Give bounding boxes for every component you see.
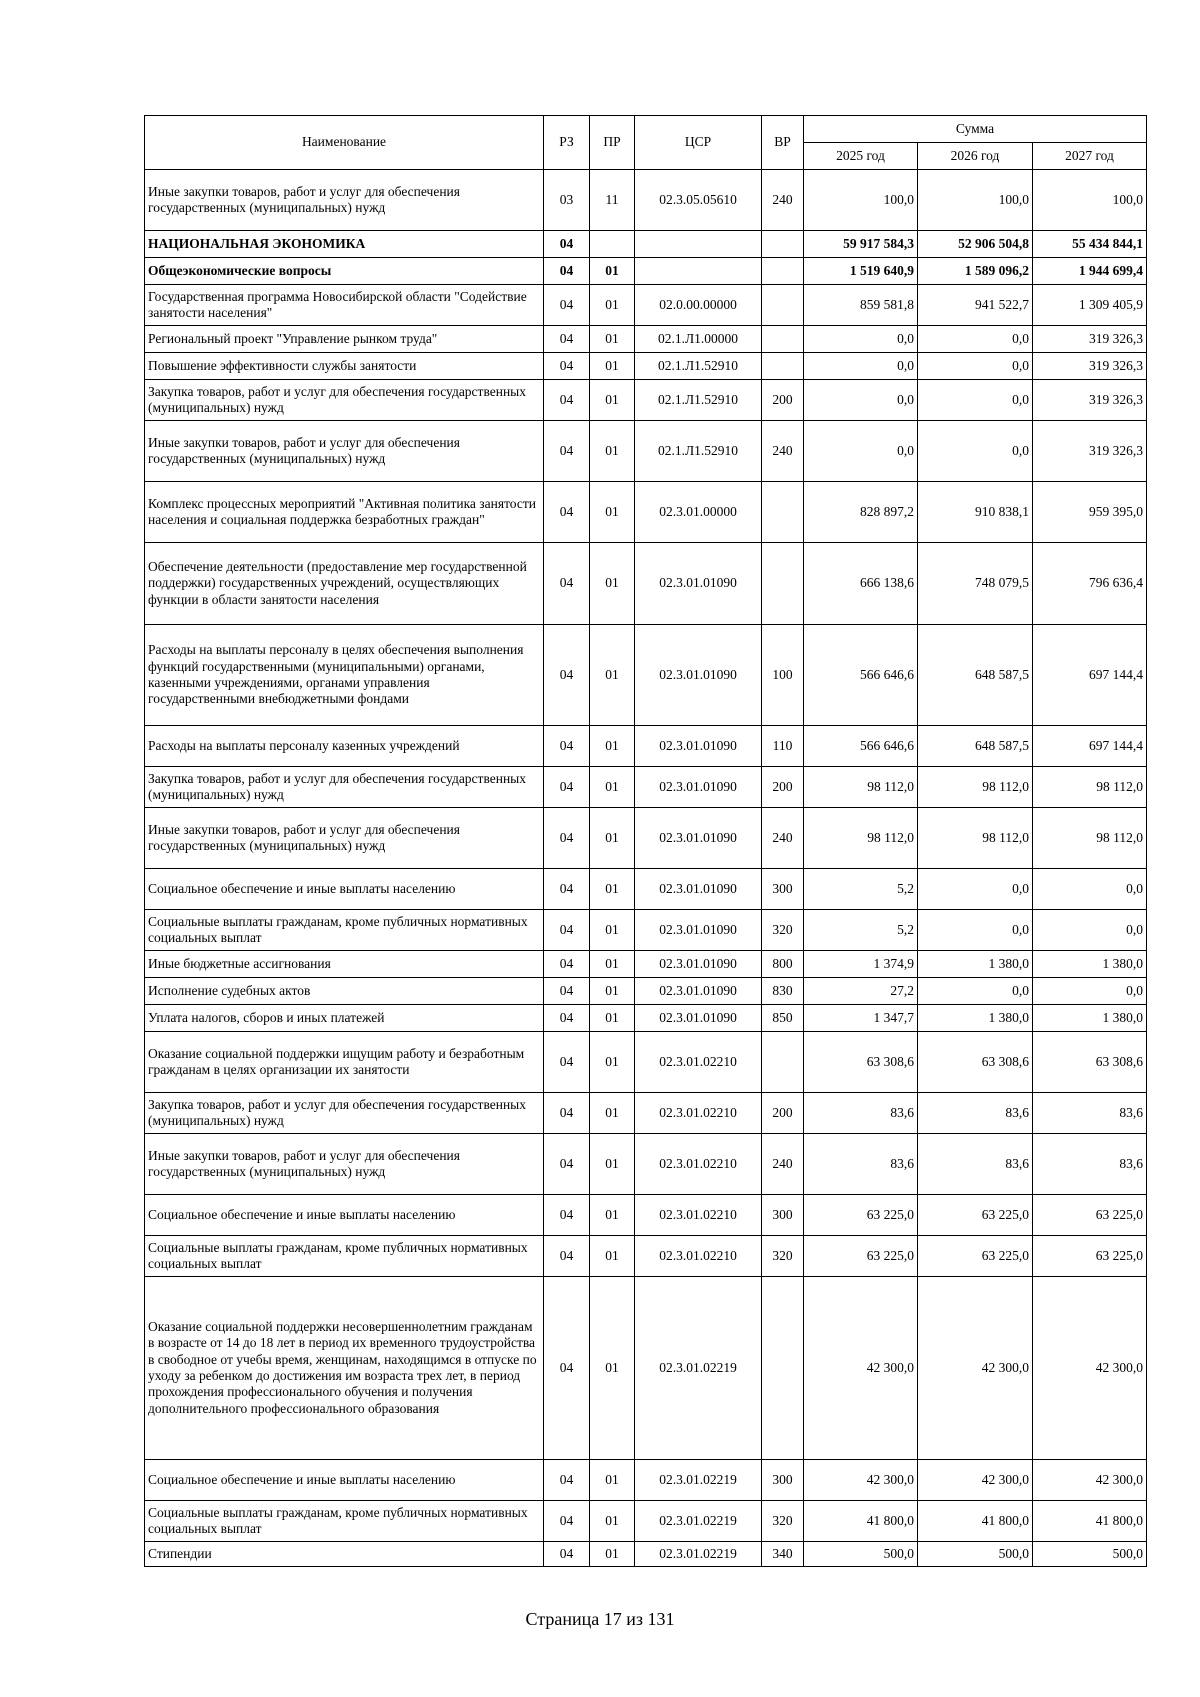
cell-csr: 02.3.01.02219 xyxy=(635,1542,762,1567)
cell-name: Повышение эффективности службы занятости xyxy=(145,353,544,380)
cell-2026: 1 589 096,2 xyxy=(918,258,1033,285)
table-row xyxy=(145,726,1147,767)
table-row xyxy=(145,326,1147,353)
table-row xyxy=(145,1093,1147,1134)
cell-vr xyxy=(762,1032,804,1093)
cell-rz: 04 xyxy=(544,1134,590,1195)
cell-rz: 04 xyxy=(544,421,590,482)
cell-2027: 42 300,0 xyxy=(1033,1277,1147,1460)
cell-2026: 98 112,0 xyxy=(918,808,1033,869)
cell-pr: 01 xyxy=(590,808,635,869)
cell-vr: 800 xyxy=(762,951,804,978)
table-row xyxy=(145,1236,1147,1277)
cell-pr: 01 xyxy=(590,1542,635,1567)
cell-2027: 500,0 xyxy=(1033,1542,1147,1567)
header-year-2026: 2026 год xyxy=(918,143,1033,170)
cell-vr: 200 xyxy=(762,1093,804,1134)
cell-rz: 04 xyxy=(544,910,590,951)
cell-pr: 01 xyxy=(590,482,635,543)
cell-name: Уплата налогов, сборов и иных платежей xyxy=(145,1005,544,1032)
cell-2025: 98 112,0 xyxy=(804,767,918,808)
cell-2027: 1 944 699,4 xyxy=(1033,258,1147,285)
cell-2026: 500,0 xyxy=(918,1542,1033,1567)
cell-name: Стипендии xyxy=(145,1542,544,1567)
cell-vr: 300 xyxy=(762,1460,804,1501)
cell-2025: 63 308,6 xyxy=(804,1032,918,1093)
cell-csr: 02.3.05.05610 xyxy=(635,170,762,231)
cell-2025: 42 300,0 xyxy=(804,1460,918,1501)
table-row xyxy=(145,1460,1147,1501)
table-row xyxy=(145,285,1147,326)
cell-2025: 0,0 xyxy=(804,326,918,353)
cell-2026: 0,0 xyxy=(918,978,1033,1005)
cell-2026: 52 906 504,8 xyxy=(918,231,1033,258)
cell-pr: 01 xyxy=(590,1195,635,1236)
cell-pr: 01 xyxy=(590,1501,635,1542)
cell-pr: 01 xyxy=(590,1277,635,1460)
table-row xyxy=(145,910,1147,951)
cell-pr: 01 xyxy=(590,869,635,910)
cell-2025: 1 347,7 xyxy=(804,1005,918,1032)
cell-vr: 200 xyxy=(762,380,804,421)
cell-csr: 02.1.Л1.00000 xyxy=(635,326,762,353)
cell-name: Расходы на выплаты персоналу казенных учреждений xyxy=(145,726,544,767)
cell-csr: 02.3.01.02210 xyxy=(635,1093,762,1134)
table-row xyxy=(145,869,1147,910)
cell-vr xyxy=(762,258,804,285)
cell-csr: 02.0.00.00000 xyxy=(635,285,762,326)
cell-vr xyxy=(762,543,804,625)
table-row xyxy=(145,1277,1147,1460)
cell-name: Закупка товаров, работ и услуг для обеспечения государственных (муниципальных) нужд xyxy=(145,767,544,808)
cell-2025: 0,0 xyxy=(804,353,918,380)
header-name: Наименование xyxy=(145,116,544,170)
cell-2026: 1 380,0 xyxy=(918,951,1033,978)
cell-name: Закупка товаров, работ и услуг для обеспечения государственных (муниципальных) нужд xyxy=(145,380,544,421)
cell-2026: 0,0 xyxy=(918,326,1033,353)
cell-csr: 02.3.01.01090 xyxy=(635,978,762,1005)
cell-vr: 300 xyxy=(762,1195,804,1236)
cell-vr: 850 xyxy=(762,1005,804,1032)
cell-vr xyxy=(762,1277,804,1460)
cell-2027: 796 636,4 xyxy=(1033,543,1147,625)
cell-2025: 5,2 xyxy=(804,910,918,951)
cell-2026: 0,0 xyxy=(918,869,1033,910)
cell-2027: 63 225,0 xyxy=(1033,1195,1147,1236)
cell-csr: 02.3.01.01090 xyxy=(635,910,762,951)
cell-csr: 02.3.01.01090 xyxy=(635,726,762,767)
cell-2027: 0,0 xyxy=(1033,869,1147,910)
cell-pr: 01 xyxy=(590,767,635,808)
cell-2026: 0,0 xyxy=(918,910,1033,951)
cell-name: Исполнение судебных актов xyxy=(145,978,544,1005)
cell-pr: 01 xyxy=(590,1134,635,1195)
cell-2027: 697 144,4 xyxy=(1033,726,1147,767)
table-row xyxy=(145,978,1147,1005)
cell-2027: 697 144,4 xyxy=(1033,625,1147,726)
cell-2025: 1 374,9 xyxy=(804,951,918,978)
cell-csr: 02.3.01.01090 xyxy=(635,625,762,726)
cell-2026: 0,0 xyxy=(918,421,1033,482)
cell-pr: 01 xyxy=(590,1093,635,1134)
header-year-2027: 2027 год xyxy=(1033,143,1147,170)
cell-pr xyxy=(590,231,635,258)
cell-csr: 02.3.01.01090 xyxy=(635,767,762,808)
cell-2027: 1 380,0 xyxy=(1033,1005,1147,1032)
cell-2026: 98 112,0 xyxy=(918,767,1033,808)
cell-pr: 11 xyxy=(590,170,635,231)
table-row xyxy=(145,1195,1147,1236)
cell-2027: 55 434 844,1 xyxy=(1033,231,1147,258)
cell-vr xyxy=(762,285,804,326)
header-rz: РЗ xyxy=(544,116,590,170)
cell-pr: 01 xyxy=(590,380,635,421)
cell-name: Общеэкономические вопросы xyxy=(145,258,544,285)
table-body xyxy=(145,170,1147,1567)
cell-2027: 1 309 405,9 xyxy=(1033,285,1147,326)
cell-csr: 02.1.Л1.52910 xyxy=(635,421,762,482)
cell-2027: 319 326,3 xyxy=(1033,421,1147,482)
cell-2027: 100,0 xyxy=(1033,170,1147,231)
cell-name: Иные закупки товаров, работ и услуг для обеспечения государственных (муниципальных) нужд xyxy=(145,1134,544,1195)
table-row xyxy=(145,1032,1147,1093)
cell-name: Государственная программа Новосибирской области "Содействие занятости населения" xyxy=(145,285,544,326)
cell-pr: 01 xyxy=(590,543,635,625)
cell-2026: 63 225,0 xyxy=(918,1195,1033,1236)
cell-2026: 41 800,0 xyxy=(918,1501,1033,1542)
cell-2025: 1 519 640,9 xyxy=(804,258,918,285)
table-row xyxy=(145,170,1147,231)
cell-rz: 04 xyxy=(544,1236,590,1277)
budget-table xyxy=(144,115,1147,1567)
cell-rz: 03 xyxy=(544,170,590,231)
cell-pr: 01 xyxy=(590,258,635,285)
cell-2027: 83,6 xyxy=(1033,1134,1147,1195)
cell-2025: 0,0 xyxy=(804,421,918,482)
cell-rz: 04 xyxy=(544,326,590,353)
cell-csr: 02.3.01.02219 xyxy=(635,1501,762,1542)
table-row xyxy=(145,380,1147,421)
cell-csr: 02.1.Л1.52910 xyxy=(635,353,762,380)
cell-vr: 340 xyxy=(762,1542,804,1567)
cell-rz: 04 xyxy=(544,869,590,910)
cell-name: Социальные выплаты гражданам, кроме публичных нормативных социальных выплат xyxy=(145,910,544,951)
cell-2026: 1 380,0 xyxy=(918,1005,1033,1032)
cell-pr: 01 xyxy=(590,978,635,1005)
cell-name: Социальное обеспечение и иные выплаты населению xyxy=(145,1195,544,1236)
table-row xyxy=(145,543,1147,625)
cell-vr xyxy=(762,353,804,380)
table-row xyxy=(145,767,1147,808)
cell-rz: 04 xyxy=(544,1542,590,1567)
cell-pr: 01 xyxy=(590,951,635,978)
cell-name: Социальные выплаты гражданам, кроме публичных нормативных социальных выплат xyxy=(145,1236,544,1277)
table-row xyxy=(145,353,1147,380)
cell-csr: 02.3.01.01090 xyxy=(635,1005,762,1032)
cell-csr: 02.3.01.02210 xyxy=(635,1032,762,1093)
cell-2026: 83,6 xyxy=(918,1093,1033,1134)
cell-name: Иные закупки товаров, работ и услуг для обеспечения государственных (муниципальных) нужд xyxy=(145,421,544,482)
cell-2027: 98 112,0 xyxy=(1033,767,1147,808)
cell-csr: 02.3.01.02219 xyxy=(635,1460,762,1501)
cell-2025: 5,2 xyxy=(804,869,918,910)
cell-name: Оказание социальной поддержки несовершеннолетним гражданам в возрасте от 14 до 18 лет в период их временного трудоустройства в свободное от учебы время, женщинам, находящимся в отпуске по уходу за ребенком до достижения им возраста трех лет, в период прохождения профессионального обучения и получения дополнительного профессионального образования xyxy=(145,1277,544,1460)
cell-vr: 240 xyxy=(762,421,804,482)
cell-csr xyxy=(635,258,762,285)
cell-vr: 300 xyxy=(762,869,804,910)
cell-2025: 42 300,0 xyxy=(804,1277,918,1460)
cell-2026: 648 587,5 xyxy=(918,726,1033,767)
cell-2027: 1 380,0 xyxy=(1033,951,1147,978)
cell-rz: 04 xyxy=(544,1195,590,1236)
cell-rz: 04 xyxy=(544,482,590,543)
cell-name: Оказание социальной поддержки ищущим работу и безработным гражданам в целях организации их занятости xyxy=(145,1032,544,1093)
cell-2025: 500,0 xyxy=(804,1542,918,1567)
cell-2026: 648 587,5 xyxy=(918,625,1033,726)
cell-2025: 63 225,0 xyxy=(804,1236,918,1277)
cell-vr: 100 xyxy=(762,625,804,726)
cell-2027: 0,0 xyxy=(1033,978,1147,1005)
cell-2026: 941 522,7 xyxy=(918,285,1033,326)
page-number: Страница 17 из 131 xyxy=(525,1609,675,1629)
cell-2025: 566 646,6 xyxy=(804,726,918,767)
cell-csr: 02.1.Л1.52910 xyxy=(635,380,762,421)
cell-2026: 0,0 xyxy=(918,380,1033,421)
cell-2026: 42 300,0 xyxy=(918,1277,1033,1460)
cell-rz: 04 xyxy=(544,1277,590,1460)
cell-2026: 83,6 xyxy=(918,1134,1033,1195)
cell-2026: 748 079,5 xyxy=(918,543,1033,625)
cell-pr: 01 xyxy=(590,726,635,767)
cell-2027: 63 308,6 xyxy=(1033,1032,1147,1093)
cell-rz: 04 xyxy=(544,808,590,869)
cell-name: Закупка товаров, работ и услуг для обеспечения государственных (муниципальных) нужд xyxy=(145,1093,544,1134)
cell-2027: 0,0 xyxy=(1033,910,1147,951)
cell-rz: 04 xyxy=(544,1501,590,1542)
cell-pr: 01 xyxy=(590,1005,635,1032)
cell-name: Расходы на выплаты персоналу в целях обеспечения выполнения функций государственными (муниципальными) органами, казенными учреждениями, органами управления государственными внебюджетными фондами xyxy=(145,625,544,726)
cell-csr: 02.3.01.02210 xyxy=(635,1134,762,1195)
cell-vr xyxy=(762,482,804,543)
cell-2025: 83,6 xyxy=(804,1134,918,1195)
table-row xyxy=(145,808,1147,869)
header-vr: ВР xyxy=(762,116,804,170)
cell-2027: 41 800,0 xyxy=(1033,1501,1147,1542)
cell-2025: 59 917 584,3 xyxy=(804,231,918,258)
cell-pr: 01 xyxy=(590,285,635,326)
cell-vr: 830 xyxy=(762,978,804,1005)
cell-2026: 63 308,6 xyxy=(918,1032,1033,1093)
cell-csr: 02.3.01.02210 xyxy=(635,1236,762,1277)
cell-2025: 83,6 xyxy=(804,1093,918,1134)
table-row xyxy=(145,1005,1147,1032)
table-row xyxy=(145,258,1147,285)
header-year-2025: 2025 год xyxy=(804,143,918,170)
cell-vr xyxy=(762,326,804,353)
cell-2025: 98 112,0 xyxy=(804,808,918,869)
cell-pr: 01 xyxy=(590,353,635,380)
cell-pr: 01 xyxy=(590,1460,635,1501)
table-row xyxy=(145,482,1147,543)
cell-rz: 04 xyxy=(544,1093,590,1134)
cell-pr: 01 xyxy=(590,326,635,353)
table-row xyxy=(145,625,1147,726)
cell-2025: 0,0 xyxy=(804,380,918,421)
cell-pr: 01 xyxy=(590,625,635,726)
cell-rz: 04 xyxy=(544,1032,590,1093)
table-row xyxy=(145,1134,1147,1195)
cell-2026: 63 225,0 xyxy=(918,1236,1033,1277)
cell-2026: 100,0 xyxy=(918,170,1033,231)
cell-2025: 828 897,2 xyxy=(804,482,918,543)
cell-rz: 04 xyxy=(544,978,590,1005)
cell-rz: 04 xyxy=(544,353,590,380)
cell-vr xyxy=(762,231,804,258)
table-row xyxy=(145,421,1147,482)
cell-2025: 41 800,0 xyxy=(804,1501,918,1542)
table-row xyxy=(145,1542,1147,1567)
cell-name: Социальное обеспечение и иные выплаты населению xyxy=(145,869,544,910)
cell-rz: 04 xyxy=(544,767,590,808)
cell-pr: 01 xyxy=(590,1236,635,1277)
table-header xyxy=(145,116,1147,170)
cell-rz: 04 xyxy=(544,231,590,258)
table-row xyxy=(145,1501,1147,1542)
cell-2025: 566 646,6 xyxy=(804,625,918,726)
cell-vr: 320 xyxy=(762,1501,804,1542)
table-row xyxy=(145,951,1147,978)
cell-csr: 02.3.01.01090 xyxy=(635,951,762,978)
cell-rz: 04 xyxy=(544,951,590,978)
table-row xyxy=(145,231,1147,258)
cell-name: Социальные выплаты гражданам, кроме публичных нормативных социальных выплат xyxy=(145,1501,544,1542)
cell-vr: 240 xyxy=(762,808,804,869)
cell-2027: 42 300,0 xyxy=(1033,1460,1147,1501)
cell-pr: 01 xyxy=(590,1032,635,1093)
header-sum: Сумма xyxy=(804,116,1147,143)
cell-pr: 01 xyxy=(590,421,635,482)
cell-name: Обеспечение деятельности (предоставление мер государственной поддержки) государственных учреждений, осуществляющих функции в области занятости населения xyxy=(145,543,544,625)
cell-rz: 04 xyxy=(544,258,590,285)
cell-2025: 63 225,0 xyxy=(804,1195,918,1236)
cell-2026: 42 300,0 xyxy=(918,1460,1033,1501)
cell-vr: 320 xyxy=(762,910,804,951)
cell-2027: 63 225,0 xyxy=(1033,1236,1147,1277)
cell-2026: 910 838,1 xyxy=(918,482,1033,543)
header-pr: ПР xyxy=(590,116,635,170)
cell-name: Иные закупки товаров, работ и услуг для обеспечения государственных (муниципальных) нужд xyxy=(145,808,544,869)
cell-2025: 666 138,6 xyxy=(804,543,918,625)
cell-2025: 100,0 xyxy=(804,170,918,231)
header-csr: ЦСР xyxy=(635,116,762,170)
cell-rz: 04 xyxy=(544,625,590,726)
cell-csr: 02.3.01.01090 xyxy=(635,869,762,910)
cell-rz: 04 xyxy=(544,1005,590,1032)
cell-name: Комплекс процессных мероприятий "Активная политика занятости населения и социальная поддержка безработных граждан" xyxy=(145,482,544,543)
cell-name: Иные закупки товаров, работ и услуг для обеспечения государственных (муниципальных) нужд xyxy=(145,170,544,231)
cell-csr: 02.3.01.02210 xyxy=(635,1195,762,1236)
cell-2027: 319 326,3 xyxy=(1033,353,1147,380)
cell-vr: 320 xyxy=(762,1236,804,1277)
cell-rz: 04 xyxy=(544,726,590,767)
cell-csr: 02.3.01.00000 xyxy=(635,482,762,543)
cell-rz: 04 xyxy=(544,1460,590,1501)
cell-2025: 859 581,8 xyxy=(804,285,918,326)
cell-csr: 02.3.01.02219 xyxy=(635,1277,762,1460)
cell-vr: 110 xyxy=(762,726,804,767)
cell-rz: 04 xyxy=(544,380,590,421)
cell-rz: 04 xyxy=(544,543,590,625)
cell-name: Социальное обеспечение и иные выплаты населению xyxy=(145,1460,544,1501)
cell-pr: 01 xyxy=(590,910,635,951)
cell-2027: 319 326,3 xyxy=(1033,326,1147,353)
cell-csr: 02.3.01.01090 xyxy=(635,543,762,625)
cell-2026: 0,0 xyxy=(918,353,1033,380)
cell-2027: 319 326,3 xyxy=(1033,380,1147,421)
cell-2027: 98 112,0 xyxy=(1033,808,1147,869)
cell-csr: 02.3.01.01090 xyxy=(635,808,762,869)
cell-2027: 83,6 xyxy=(1033,1093,1147,1134)
cell-csr xyxy=(635,231,762,258)
cell-rz: 04 xyxy=(544,285,590,326)
cell-name: Региональный проект "Управление рынком труда" xyxy=(145,326,544,353)
cell-name: НАЦИОНАЛЬНАЯ ЭКОНОМИКА xyxy=(145,231,544,258)
cell-vr: 200 xyxy=(762,767,804,808)
cell-name: Иные бюджетные ассигнования xyxy=(145,951,544,978)
cell-2025: 27,2 xyxy=(804,978,918,1005)
cell-vr: 240 xyxy=(762,1134,804,1195)
cell-2027: 959 395,0 xyxy=(1033,482,1147,543)
cell-vr: 240 xyxy=(762,170,804,231)
